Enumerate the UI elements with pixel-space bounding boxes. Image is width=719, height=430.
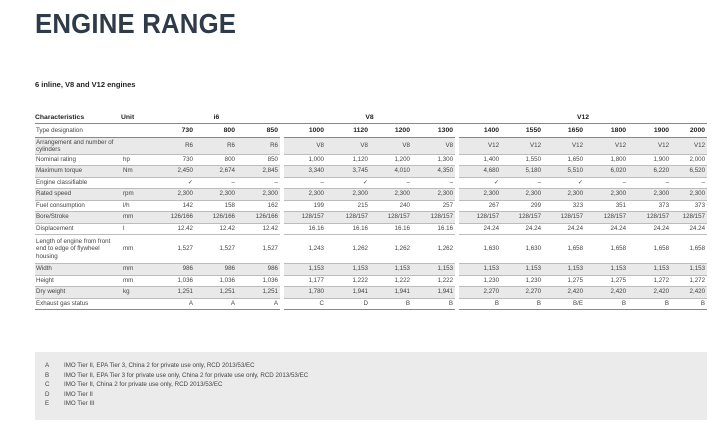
cell-1000: 1,780 <box>284 287 326 299</box>
cell-800: 158 <box>195 200 237 212</box>
cell-1400: V12 <box>459 137 501 154</box>
footnote-key: E <box>45 400 50 408</box>
cell-1550: 1550 <box>501 123 543 137</box>
cell-1400: 128/157 <box>459 212 501 224</box>
cell-1550: 1,230 <box>501 275 543 287</box>
cell-1550: 299 <box>501 200 543 212</box>
cell-2000: 2,000 <box>671 154 707 166</box>
cell-2000: 2,300 <box>671 189 707 201</box>
cell-1400: 2,300 <box>459 189 501 201</box>
cell-1550: 24.24 <box>501 223 543 235</box>
group-header-v8: V8 <box>284 108 455 123</box>
cell-1120: 1,222 <box>326 275 370 287</box>
row-label: Arrangement and number of cylinders <box>35 137 121 154</box>
cell-1400: 1,153 <box>459 264 501 276</box>
cell-1300: V8 <box>412 137 455 154</box>
cell-1300: 1,300 <box>412 154 455 166</box>
cell-1400: 24.24 <box>459 223 501 235</box>
cell-800: 1,527 <box>195 235 237 264</box>
cell-1650: 1,275 <box>543 275 585 287</box>
cell-1000: 199 <box>284 200 326 212</box>
cell-1550: 128/157 <box>501 212 543 224</box>
cell-1300: 1,262 <box>412 235 455 264</box>
cell-1300: 1,941 <box>412 287 455 299</box>
row-label: Engine classifiable <box>35 177 121 189</box>
cell-1900: 373 <box>628 200 671 212</box>
table-row <box>35 264 707 276</box>
cell-800: 800 <box>195 154 237 166</box>
row-label: Type designation <box>35 123 121 137</box>
row-label: Length of engine from front end to edge of flywheel housing <box>35 235 121 264</box>
cell-1120: 1,262 <box>326 235 370 264</box>
cell-1800: 1,658 <box>585 235 628 264</box>
cell-1800: 1,800 <box>585 154 628 166</box>
cell-1000: – <box>284 177 326 189</box>
cell-1200: 240 <box>370 200 412 212</box>
cell-1120: 3,745 <box>326 166 370 178</box>
cell-730: 1,527 <box>153 235 195 264</box>
row-unit: mm <box>121 275 153 287</box>
row-label: Exhaust gas status <box>35 298 121 310</box>
table-row <box>35 212 707 224</box>
cell-1400: B <box>459 298 501 310</box>
cell-2000: 1,658 <box>671 235 707 264</box>
cell-1200: 1,941 <box>370 287 412 299</box>
cell-1200: 128/157 <box>370 212 412 224</box>
cell-730: 126/166 <box>153 212 195 224</box>
row-unit <box>121 298 153 310</box>
row-label: Height <box>35 275 121 287</box>
footnote-text: IMO Tier III <box>64 400 95 408</box>
cell-1550: V12 <box>501 137 543 154</box>
cell-1650: ✓ <box>543 177 585 189</box>
cell-1000: V8 <box>284 137 326 154</box>
cell-1900: 1,153 <box>628 264 671 276</box>
row-unit: l <box>121 223 153 235</box>
cell-800: 2,300 <box>195 189 237 201</box>
cell-1650: 1,650 <box>543 154 585 166</box>
cell-730: 1,036 <box>153 275 195 287</box>
cell-800: 800 <box>195 123 237 137</box>
cell-730: 730 <box>153 154 195 166</box>
cell-850: 1,036 <box>237 275 280 287</box>
cell-730: 986 <box>153 264 195 276</box>
row-label: Fuel consumption <box>35 200 121 212</box>
cell-1650: 323 <box>543 200 585 212</box>
cell-800: 1,036 <box>195 275 237 287</box>
row-unit <box>121 177 153 189</box>
cell-2000: 1,153 <box>671 264 707 276</box>
cell-1900: – <box>628 177 671 189</box>
footnote-text: IMO Tier II, EPA Tier 3, China 2 for private use only, RCD 2013/53/EC <box>64 362 255 369</box>
cell-1200: – <box>370 177 412 189</box>
cell-2000: 373 <box>671 200 707 212</box>
cell-850: 162 <box>237 200 280 212</box>
cell-1000: 1,000 <box>284 154 326 166</box>
cell-730: 2,300 <box>153 189 195 201</box>
cell-730: 730 <box>153 123 195 137</box>
row-label: Bore/Stroke <box>35 212 121 224</box>
row-label: Rated speed <box>35 189 121 201</box>
cell-1550: 1,630 <box>501 235 543 264</box>
cell-1800: 1,153 <box>585 264 628 276</box>
row-unit: l/h <box>121 200 153 212</box>
cell-850: 2,845 <box>237 166 280 178</box>
cell-2000: 2,420 <box>671 287 707 299</box>
cell-800: 986 <box>195 264 237 276</box>
cell-800: A <box>195 298 237 310</box>
cell-1900: 1,272 <box>628 275 671 287</box>
row-unit: rpm <box>121 189 153 201</box>
cell-1300: 4,350 <box>412 166 455 178</box>
page-title: ENGINE RANGE <box>35 8 237 39</box>
cell-1550: 1,550 <box>501 154 543 166</box>
cell-1200: B <box>370 298 412 310</box>
cell-2000: V12 <box>671 137 707 154</box>
cell-1900: 1900 <box>628 123 671 137</box>
group-header-v12: V12 <box>459 108 707 123</box>
cell-1900: 1,658 <box>628 235 671 264</box>
cell-850: 2,300 <box>237 189 280 201</box>
cell-1400: ✓ <box>459 177 501 189</box>
cell-1120: 16.16 <box>326 223 370 235</box>
cell-1800: 351 <box>585 200 628 212</box>
cell-800: 1,251 <box>195 287 237 299</box>
cell-850: 986 <box>237 264 280 276</box>
cell-1650: 1,153 <box>543 264 585 276</box>
cell-1650: 1,658 <box>543 235 585 264</box>
table-row <box>35 287 707 299</box>
cell-1900: 24.24 <box>628 223 671 235</box>
cell-730: ✓ <box>153 177 195 189</box>
footnote-item <box>45 361 697 371</box>
group-header-i6: i6 <box>153 108 280 123</box>
footnote-text: IMO Tier II <box>64 390 93 398</box>
row-unit: mm <box>121 264 153 276</box>
cell-1900: V12 <box>628 137 671 154</box>
cell-1900: 2,300 <box>628 189 671 201</box>
cell-1900: 2,420 <box>628 287 671 299</box>
cell-1120: 2,300 <box>326 189 370 201</box>
cell-1650: B/E <box>543 298 585 310</box>
cell-1400: 2,270 <box>459 287 501 299</box>
cell-1200: 2,300 <box>370 189 412 201</box>
cell-850: 126/166 <box>237 212 280 224</box>
cell-850: 1,527 <box>237 235 280 264</box>
cell-1300: 16.16 <box>412 223 455 235</box>
cell-2000: 128/157 <box>671 212 707 224</box>
footnote-item <box>45 380 697 390</box>
cell-1200: 16.16 <box>370 223 412 235</box>
cell-1650: 128/157 <box>543 212 585 224</box>
table-row <box>35 235 707 264</box>
row-label: Maximum torque <box>35 166 121 178</box>
cell-850: – <box>237 177 280 189</box>
cell-1900: 1,900 <box>628 154 671 166</box>
cell-850: R6 <box>237 137 280 154</box>
cell-1120: D <box>326 298 370 310</box>
cell-1300: 2,300 <box>412 189 455 201</box>
cell-1800: 128/157 <box>585 212 628 224</box>
cell-1200: 1,222 <box>370 275 412 287</box>
cell-850: 850 <box>237 154 280 166</box>
cell-1120: 1120 <box>326 123 370 137</box>
cell-730: 2,450 <box>153 166 195 178</box>
cell-800: 2,674 <box>195 166 237 178</box>
cell-1000: 128/157 <box>284 212 326 224</box>
cell-1650: 24.24 <box>543 223 585 235</box>
cell-2000: 6,520 <box>671 166 707 178</box>
cell-1550: 2,270 <box>501 287 543 299</box>
cell-1650: 5,510 <box>543 166 585 178</box>
cell-730: 142 <box>153 200 195 212</box>
row-label: Displacement <box>35 223 121 235</box>
cell-800: – <box>195 177 237 189</box>
cell-1800: 2,300 <box>585 189 628 201</box>
cell-1650: V12 <box>543 137 585 154</box>
row-unit <box>121 137 153 154</box>
row-unit: kg <box>121 287 153 299</box>
table-row <box>35 123 707 137</box>
cell-1550: 5,180 <box>501 166 543 178</box>
cell-1550: – <box>501 177 543 189</box>
cell-1400: 1,400 <box>459 154 501 166</box>
footnote-item <box>45 390 697 400</box>
engine-range-table <box>35 108 707 310</box>
characteristics-header: Characteristics <box>35 108 121 123</box>
cell-1800: B <box>585 298 628 310</box>
table-row <box>35 166 707 178</box>
cell-1400: 267 <box>459 200 501 212</box>
cell-1400: 1,230 <box>459 275 501 287</box>
table-row <box>35 200 707 212</box>
cell-850: 1,251 <box>237 287 280 299</box>
cell-2000: 24.24 <box>671 223 707 235</box>
table-row <box>35 298 707 310</box>
row-label: Nominal rating <box>35 154 121 166</box>
cell-2000: 2000 <box>671 123 707 137</box>
cell-850: A <box>237 298 280 310</box>
cell-730: 1,251 <box>153 287 195 299</box>
table-row <box>35 189 707 201</box>
cell-1120: ✓ <box>326 177 370 189</box>
cell-1800: 1,275 <box>585 275 628 287</box>
cell-1900: 128/157 <box>628 212 671 224</box>
cell-1000: 1,243 <box>284 235 326 264</box>
page-subtitle: 6 inline, V8 and V12 engines <box>35 80 136 89</box>
cell-1000: C <box>284 298 326 310</box>
cell-1550: 2,300 <box>501 189 543 201</box>
row-unit: mm <box>121 235 153 264</box>
unit-header: Unit <box>121 108 153 123</box>
cell-1400: 1400 <box>459 123 501 137</box>
cell-1550: B <box>501 298 543 310</box>
footnote-text: IMO Tier II, EPA Tier 3 for private use only, China 2 for private use only, RCD 2013/53/EC <box>64 371 309 379</box>
cell-1000: 16.16 <box>284 223 326 235</box>
footnote-item <box>45 399 697 409</box>
cell-1120: 215 <box>326 200 370 212</box>
cell-1200: 4,010 <box>370 166 412 178</box>
cell-800: R6 <box>195 137 237 154</box>
cell-1300: 128/157 <box>412 212 455 224</box>
cell-1650: 1650 <box>543 123 585 137</box>
cell-1200: 1,200 <box>370 154 412 166</box>
cell-1800: 1800 <box>585 123 628 137</box>
cell-1300: B <box>412 298 455 310</box>
cell-2000: – <box>671 177 707 189</box>
cell-1650: 2,420 <box>543 287 585 299</box>
row-unit: hp <box>121 154 153 166</box>
cell-1120: V8 <box>326 137 370 154</box>
cell-1000: 3,340 <box>284 166 326 178</box>
cell-1300: 257 <box>412 200 455 212</box>
row-unit: mm <box>121 212 153 224</box>
footnote-key: B <box>45 371 50 379</box>
cell-1650: 2,300 <box>543 189 585 201</box>
cell-1550: 1,153 <box>501 264 543 276</box>
cell-1300: 1300 <box>412 123 455 137</box>
cell-1900: B <box>628 298 671 310</box>
footnote-key: A <box>45 362 50 369</box>
row-label: Dry weight <box>35 287 121 299</box>
cell-1120: 1,120 <box>326 154 370 166</box>
table-row <box>35 177 707 189</box>
cell-1300: – <box>412 177 455 189</box>
cell-850: 12.42 <box>237 223 280 235</box>
cell-1800: 6,020 <box>585 166 628 178</box>
cell-730: R6 <box>153 137 195 154</box>
cell-1900: 6,220 <box>628 166 671 178</box>
cell-1800: – <box>585 177 628 189</box>
cell-1120: 128/157 <box>326 212 370 224</box>
cell-1200: V8 <box>370 137 412 154</box>
cell-1120: 1,153 <box>326 264 370 276</box>
cell-800: 126/166 <box>195 212 237 224</box>
cell-2000: B <box>671 298 707 310</box>
cell-1800: 2,420 <box>585 287 628 299</box>
cell-1400: 4,680 <box>459 166 501 178</box>
table-row <box>35 275 707 287</box>
cell-1000: 2,300 <box>284 189 326 201</box>
cell-1300: 1,222 <box>412 275 455 287</box>
cell-1800: 24.24 <box>585 223 628 235</box>
table-row <box>35 154 707 166</box>
cell-1800: V12 <box>585 137 628 154</box>
engine-table-body <box>35 123 707 310</box>
footnote-item <box>45 371 697 381</box>
cell-1120: 1,941 <box>326 287 370 299</box>
footnote-text: IMO Tier II, China 2 for private use only, RCD 2013/53/EC <box>64 381 223 389</box>
cell-1300: 1,153 <box>412 264 455 276</box>
row-unit: Nm <box>121 166 153 178</box>
footnote-key: D <box>45 390 50 398</box>
table-row <box>35 223 707 235</box>
table-row <box>35 137 707 154</box>
footnotes-box <box>35 352 707 420</box>
cell-730: 12.42 <box>153 223 195 235</box>
footnote-key: C <box>45 381 50 389</box>
cell-730: A <box>153 298 195 310</box>
cell-800: 12.42 <box>195 223 237 235</box>
cell-850: 850 <box>237 123 280 137</box>
cell-1400: 1,630 <box>459 235 501 264</box>
cell-2000: 1,272 <box>671 275 707 287</box>
row-label: Width <box>35 264 121 276</box>
cell-1200: 1200 <box>370 123 412 137</box>
engine-table-container <box>35 108 707 310</box>
cell-1000: 1,177 <box>284 275 326 287</box>
cell-1000: 1,153 <box>284 264 326 276</box>
cell-1000: 1000 <box>284 123 326 137</box>
cell-1200: 1,153 <box>370 264 412 276</box>
group-header-row <box>35 108 707 123</box>
cell-1200: 1,262 <box>370 235 412 264</box>
row-unit <box>121 123 153 137</box>
